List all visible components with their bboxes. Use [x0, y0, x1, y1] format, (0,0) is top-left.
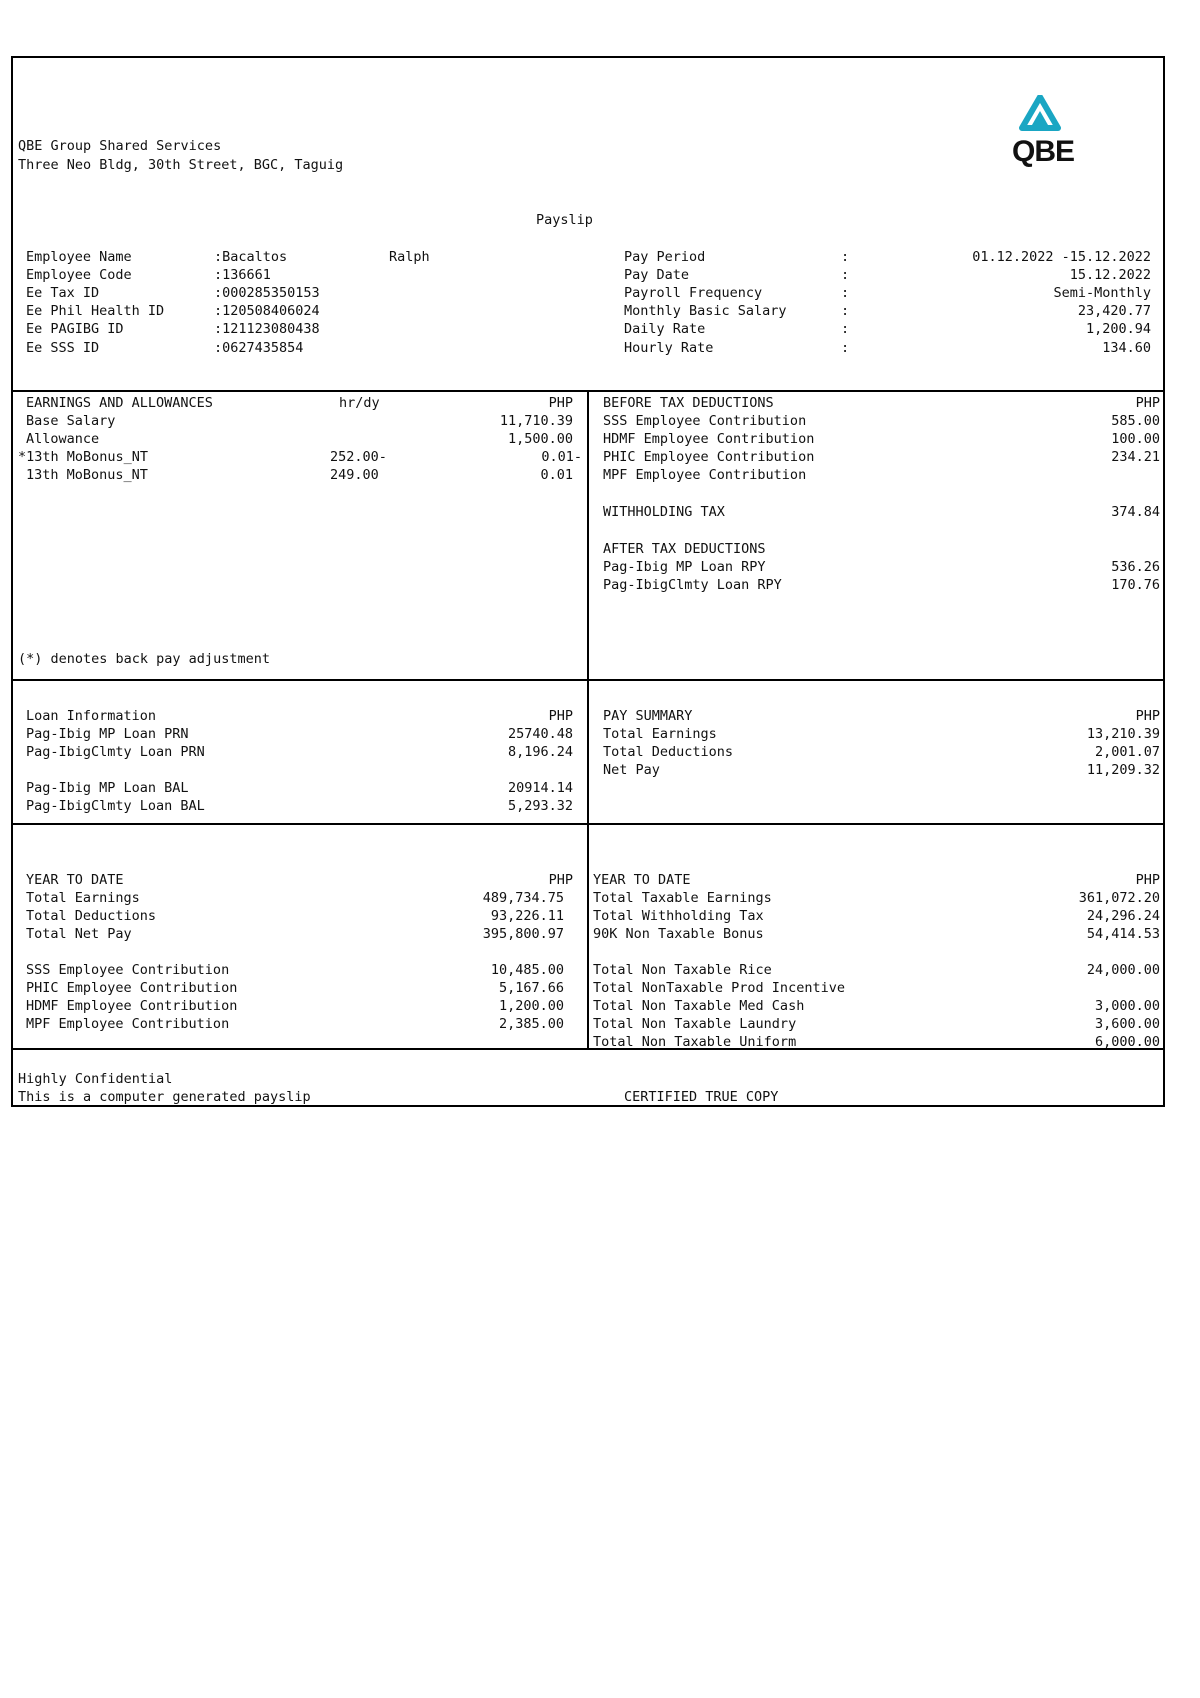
backpay-footnote: (*) denotes back pay adjustment — [18, 651, 270, 667]
divider-column-center — [587, 390, 589, 1050]
ytd-row-label: Total Taxable Earnings — [593, 890, 772, 906]
earnings-row-amount: 1,500.00 — [507, 431, 573, 447]
after-tax-row-label: Pag-IbigClmty Loan RPY — [603, 577, 782, 593]
ytd-row-amount: 24,296.24 — [1086, 908, 1160, 924]
summary-row-label: Total Earnings — [603, 726, 717, 742]
sss-id-value: :0627435854 — [214, 340, 304, 356]
ytd-row-label: Total Net Pay — [26, 926, 132, 942]
withholding-tax-label: WITHHOLDING TAX — [603, 504, 725, 520]
ytd-row-label: Total Withholding Tax — [593, 908, 764, 924]
loan-row-amount: 8,196.24 — [507, 744, 573, 760]
sss-id-label: Ee SSS ID — [26, 340, 100, 356]
philhealth-id-label: Ee Phil Health ID — [26, 303, 165, 319]
qbe-logo-text: QBE — [1011, 135, 1074, 168]
earnings-row-label: 13th MoBonus_NT — [26, 467, 148, 483]
ytd-row-label: Total Earnings — [26, 890, 140, 906]
certified-true-copy: CERTIFIED TRUE COPY — [624, 1089, 779, 1105]
philhealth-id-value: :120508406024 — [214, 303, 320, 319]
ytd-row-amount: 2,385.00 — [498, 1016, 564, 1032]
ytd-row-amount: 395,800.97 — [482, 926, 564, 942]
ytd-row-amount: 1,200.00 — [498, 998, 564, 1014]
ytd-row-amount: 6,000.00 — [1094, 1034, 1160, 1050]
pay-date-value: 15.12.2022 — [1069, 267, 1151, 283]
company-address: Three Neo Bldg, 30th Street, BGC, Taguig — [18, 157, 344, 173]
pagibig-id-value: :121123080438 — [214, 321, 320, 337]
deduction-row-amount: 234.21 — [1111, 449, 1160, 465]
ytd-row-label: PHIC Employee Contribution — [26, 980, 238, 996]
deduction-row-amount: 585.00 — [1111, 413, 1160, 429]
ytd-row-amount: 3,000.00 — [1094, 998, 1160, 1014]
loan-row-label: Pag-Ibig MP Loan PRN — [26, 726, 189, 742]
earnings-currency: PHP — [548, 395, 573, 411]
ytd-row-amount: 361,072.20 — [1078, 890, 1160, 906]
pay-summary-header: PAY SUMMARY — [603, 708, 693, 724]
daily-rate-sep: : — [841, 321, 850, 337]
earnings-row-amount: 0.01- — [541, 449, 582, 465]
ytd-row-amount: 10,485.00 — [490, 962, 564, 978]
monthly-salary-label: Monthly Basic Salary — [624, 303, 787, 319]
pagibig-id-label: Ee PAGIBG ID — [26, 321, 124, 337]
after-tax-row-amount: 536.26 — [1111, 559, 1160, 575]
summary-row-amount: 2,001.07 — [1094, 744, 1160, 760]
loan-row-amount: 25740.48 — [507, 726, 573, 742]
hourly-rate-label: Hourly Rate — [624, 340, 714, 356]
pay-date-label: Pay Date — [624, 267, 690, 283]
ytd-left-currency: PHP — [548, 872, 573, 888]
earnings-row-amount: 0.01 — [540, 467, 573, 483]
pay-period-sep: : — [841, 249, 850, 265]
document-title: Payslip — [536, 212, 593, 228]
employee-code-label: Employee Code — [26, 267, 132, 283]
summary-row-label: Total Deductions — [603, 744, 734, 760]
ytd-row-label: Total NonTaxable Prod Incentive — [593, 980, 845, 996]
withholding-tax-amount: 374.84 — [1111, 504, 1160, 520]
net-pay-label: Net Pay — [603, 762, 660, 778]
ytd-row-label: Total Non Taxable Laundry — [593, 1016, 797, 1032]
loan-row-label: Pag-Ibig MP Loan BAL — [26, 780, 189, 796]
earnings-row-hours: 249.00 — [330, 467, 379, 483]
ytd-row-label: Total Deductions — [26, 908, 157, 924]
ytd-row-label: Total Non Taxable Rice — [593, 962, 772, 978]
daily-rate-value: 1,200.94 — [1085, 321, 1151, 337]
summary-row-amount: 13,210.39 — [1086, 726, 1160, 742]
payroll-frequency-sep: : — [841, 285, 850, 301]
after-tax-row-amount: 170.76 — [1111, 577, 1160, 593]
ytd-row-label: Total Non Taxable Med Cash — [593, 998, 805, 1014]
company-name: QBE Group Shared Services — [18, 138, 222, 154]
monthly-salary-sep: : — [841, 303, 850, 319]
before-tax-header: BEFORE TAX DEDUCTIONS — [603, 395, 774, 411]
pay-date-sep: : — [841, 267, 850, 283]
pay-period-label: Pay Period — [624, 249, 706, 265]
ytd-row-label: SSS Employee Contribution — [26, 962, 230, 978]
ytd-right-header: YEAR TO DATE — [593, 872, 691, 888]
loan-row-amount: 5,293.32 — [507, 798, 573, 814]
ytd-left-header: YEAR TO DATE — [26, 872, 124, 888]
earnings-row-label: Base Salary — [26, 413, 116, 429]
loan-info-header: Loan Information — [26, 708, 157, 724]
after-tax-header: AFTER TAX DEDUCTIONS — [603, 541, 766, 557]
ytd-row-amount: 5,167.66 — [498, 980, 564, 996]
earnings-row-amount: 11,710.39 — [499, 413, 573, 429]
earnings-row-label: Allowance — [26, 431, 100, 447]
pay-period-value: 01.12.2022 -15.12.2022 — [972, 249, 1151, 265]
payroll-frequency-label: Payroll Frequency — [624, 285, 763, 301]
net-pay-amount: 11,209.32 — [1086, 762, 1160, 778]
hourly-rate-sep: : — [841, 340, 850, 356]
loan-row-amount: 20914.14 — [507, 780, 573, 796]
hourly-rate-value: 134.60 — [1102, 340, 1151, 356]
deduction-row-label: PHIC Employee Contribution — [603, 449, 815, 465]
deduction-row-label: MPF Employee Contribution — [603, 467, 807, 483]
employee-first-name: Ralph — [389, 249, 430, 265]
ytd-row-label: MPF Employee Contribution — [26, 1016, 230, 1032]
employee-name-label: Employee Name — [26, 249, 132, 265]
deduction-row-label: SSS Employee Contribution — [603, 413, 807, 429]
ytd-right-currency: PHP — [1135, 872, 1160, 888]
ytd-row-amount: 489,734.75 — [482, 890, 564, 906]
qbe-logo-icon — [1018, 95, 1062, 137]
confidential-note: Highly Confidential — [18, 1071, 173, 1087]
generated-note: This is a computer generated payslip — [18, 1089, 311, 1105]
employee-code-value: :136661 — [214, 267, 271, 283]
earnings-header: EARNINGS AND ALLOWANCES — [26, 395, 213, 411]
earnings-row-hours: 252.00- — [330, 449, 387, 465]
deduction-row-amount: 100.00 — [1111, 431, 1160, 447]
tax-id-label: Ee Tax ID — [26, 285, 100, 301]
payroll-frequency-value: Semi-Monthly — [1053, 285, 1151, 301]
earnings-row-label: *13th MoBonus_NT — [18, 449, 149, 465]
tax-id-value: :000285350153 — [214, 285, 320, 301]
ytd-row-label: HDMF Employee Contribution — [26, 998, 238, 1014]
daily-rate-label: Daily Rate — [624, 321, 706, 337]
employee-name-value: :Bacaltos — [214, 249, 288, 265]
ytd-row-label: Total Non Taxable Uniform — [593, 1034, 797, 1050]
ytd-row-amount: 24,000.00 — [1086, 962, 1160, 978]
loan-row-label: Pag-IbigClmty Loan PRN — [26, 744, 205, 760]
ytd-row-amount: 54,414.53 — [1086, 926, 1160, 942]
earnings-hr-header: hr/dy — [339, 395, 380, 411]
ytd-row-amount: 93,226.11 — [490, 908, 564, 924]
ytd-row-amount: 3,600.00 — [1094, 1016, 1160, 1032]
ytd-row-label: 90K Non Taxable Bonus — [593, 926, 764, 942]
deductions-currency: PHP — [1135, 395, 1160, 411]
loan-info-currency: PHP — [548, 708, 573, 724]
loan-row-label: Pag-IbigClmty Loan BAL — [26, 798, 205, 814]
deduction-row-label: HDMF Employee Contribution — [603, 431, 815, 447]
monthly-salary-value: 23,420.77 — [1077, 303, 1151, 319]
after-tax-row-label: Pag-Ibig MP Loan RPY — [603, 559, 766, 575]
pay-summary-currency: PHP — [1135, 708, 1160, 724]
